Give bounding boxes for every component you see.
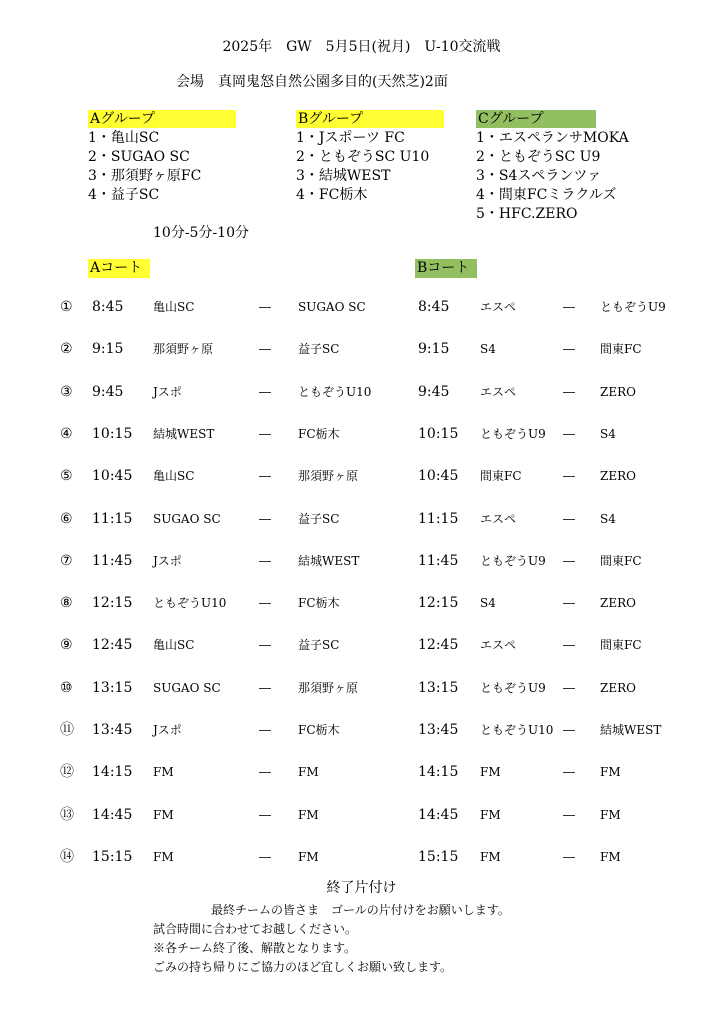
- group-c-team: 2・ともぞうSC U9: [476, 149, 601, 165]
- group-a-team: 1・亀山SC: [88, 130, 160, 146]
- match-row: [0, 422, 723, 446]
- court-a-away-team: 結城WEST: [298, 554, 360, 568]
- court-b-home-team: ともぞうU9: [480, 554, 546, 568]
- court-a-home-team: ともぞうU10: [153, 596, 227, 610]
- court-b-dash: ―: [563, 427, 575, 441]
- court-a-dash: ―: [259, 554, 271, 568]
- match-row: [0, 380, 723, 404]
- group-b-header: Bグループ: [296, 110, 444, 128]
- group-a-team: 4・益子SC: [88, 187, 160, 203]
- venue-text: 会場 真岡鬼怒自然公園多目的(天然芝)2面: [176, 74, 448, 90]
- court-b-dash: ―: [563, 808, 575, 822]
- match-number: ⑩: [60, 680, 73, 696]
- court-a-dash: ―: [259, 512, 271, 526]
- court-b-home-team: エスペ: [480, 385, 517, 399]
- match-number: ③: [60, 384, 73, 400]
- group-c-team: 1・エスペランサMOKA: [476, 130, 629, 146]
- court-b-time: 14:45: [418, 807, 459, 823]
- court-a-time: 12:45: [92, 637, 133, 653]
- court-b-time: 9:15: [418, 341, 450, 357]
- court-b-away-team: ZERO: [600, 469, 636, 483]
- court-b-away-team: 間東FC: [600, 554, 642, 568]
- court-b-home-team: S4: [480, 596, 496, 610]
- court-a-away-team: FC栃木: [298, 596, 340, 610]
- court-a-time: 14:15: [92, 764, 133, 780]
- footer-line: ごみの持ち帰りにご協力のほど宜しくお願い致します。: [153, 960, 453, 974]
- court-a-dash: ―: [259, 765, 271, 779]
- court-a-dash: ―: [259, 427, 271, 441]
- court-b-away-team: FM: [600, 808, 621, 822]
- court-a-dash: ―: [259, 723, 271, 737]
- court-a-time: 10:15: [92, 426, 133, 442]
- court-a-away-team: FM: [298, 765, 319, 779]
- court-a-away-team: FC栃木: [298, 723, 340, 737]
- match-format: 10分-5分-10分: [153, 225, 249, 241]
- match-row: [0, 295, 723, 319]
- court-b-time: 12:15: [418, 595, 459, 611]
- group-c: [476, 110, 629, 224]
- court-b-home-team: FM: [480, 850, 501, 864]
- match-row: [0, 760, 723, 784]
- footer-line: ※各チーム終了後、解散となります。: [153, 941, 357, 955]
- court-b-time: 15:15: [418, 849, 459, 865]
- court-a-away-team: 那須野ヶ原: [298, 681, 359, 695]
- match-number: ⑭: [60, 849, 74, 865]
- court-b-dash: ―: [563, 512, 575, 526]
- court-b-away-team: 結城WEST: [600, 723, 662, 737]
- match-number: ⑫: [60, 764, 74, 780]
- footer-line: 試合時間に合わせてお越しください。: [153, 922, 358, 936]
- court-a-dash: ―: [259, 850, 271, 864]
- court-a-home-team: 結城WEST: [153, 427, 215, 441]
- match-row: [0, 845, 723, 869]
- group-a-team: 3・那須野ヶ原FC: [88, 168, 202, 184]
- court-a-away-team: FM: [298, 850, 319, 864]
- court-b-time: 9:45: [418, 384, 450, 400]
- court-b-time: 10:15: [418, 426, 459, 442]
- court-a-time: 10:45: [92, 468, 133, 484]
- match-number: ⑥: [60, 511, 73, 527]
- court-b-away-team: 間東FC: [600, 342, 642, 356]
- court-b-dash: ―: [563, 554, 575, 568]
- court-a-dash: ―: [259, 638, 271, 652]
- court-a-dash: ―: [259, 300, 271, 314]
- court-a-away-team: SUGAO SC: [298, 300, 366, 314]
- match-row: [0, 718, 723, 742]
- court-b-dash: ―: [563, 596, 575, 610]
- court-a-dash: ―: [259, 808, 271, 822]
- group-b-team: 2・ともぞうSC U10: [296, 149, 430, 165]
- match-number: ①: [60, 299, 73, 315]
- court-b-home-team: ともぞうU9: [480, 427, 546, 441]
- court-b-away-team: S4: [600, 512, 616, 526]
- court-b-dash: ―: [563, 638, 575, 652]
- match-row: [0, 507, 723, 531]
- court-a-time: 15:15: [92, 849, 133, 865]
- court-a-away-team: 那須野ヶ原: [298, 469, 359, 483]
- court-b-home-team: FM: [480, 765, 501, 779]
- group-b-team: 3・結城WEST: [296, 168, 391, 184]
- court-a-away-team: ともぞうU10: [298, 385, 372, 399]
- court-a-dash: ―: [259, 596, 271, 610]
- court-b-home-team: エスペ: [480, 638, 517, 652]
- court-b-home-team: エスペ: [480, 512, 517, 526]
- match-number: ⑨: [60, 637, 73, 653]
- match-row: [0, 591, 723, 615]
- court-a-away-team: 益子SC: [298, 512, 340, 526]
- court-a-time: 9:15: [92, 341, 124, 357]
- court-a-home-team: Jスポ: [153, 723, 182, 737]
- court-b-home-team: エスペ: [480, 300, 517, 314]
- court-a-home-team: 亀山SC: [153, 638, 195, 652]
- match-number: ⑧: [60, 595, 73, 611]
- court-a-home-team: 亀山SC: [153, 300, 195, 314]
- court-b-away-team: FM: [600, 850, 621, 864]
- court-b-away-team: ZERO: [600, 681, 636, 695]
- court-a-dash: ―: [259, 469, 271, 483]
- court-a-time: 11:15: [92, 511, 133, 527]
- match-number: ⑤: [60, 468, 73, 484]
- court-a-home-team: Jスポ: [153, 385, 182, 399]
- court-a-time: 12:15: [92, 595, 133, 611]
- group-a-header: Aグループ: [88, 110, 236, 128]
- page-title: 2025年 GW 5月5日(祝月) U-10交流戦: [222, 39, 501, 55]
- group-c-header: Cグループ: [476, 110, 596, 128]
- group-b: [296, 110, 444, 205]
- court-a-time: 14:45: [92, 807, 133, 823]
- match-row: [0, 803, 723, 827]
- court-b-dash: ―: [563, 681, 575, 695]
- court-b-time: 13:15: [418, 680, 459, 696]
- footer-title: 終了片付け: [326, 880, 397, 896]
- court-a-dash: ―: [259, 681, 271, 695]
- match-number: ④: [60, 426, 73, 442]
- court-b-home-team: ともぞうU10: [480, 723, 554, 737]
- court-b-time: 10:45: [418, 468, 459, 484]
- court-a-away-team: 益子SC: [298, 638, 340, 652]
- match-row: [0, 549, 723, 573]
- match-number: ②: [60, 341, 73, 357]
- court-b-away-team: 間東FC: [600, 638, 642, 652]
- court-b-time: 11:15: [418, 511, 459, 527]
- court-b-away-team: FM: [600, 765, 621, 779]
- match-number: ⑬: [60, 807, 74, 823]
- court-b-dash: ―: [563, 765, 575, 779]
- court-a-home-team: FM: [153, 808, 174, 822]
- court-a-away-team: FM: [298, 808, 319, 822]
- court-b-away-team: S4: [600, 427, 616, 441]
- group-b-team: 1・Jスポーツ FC: [296, 130, 405, 146]
- court-b-dash: ―: [563, 469, 575, 483]
- match-number: ⑪: [60, 722, 74, 738]
- court-b-time: 12:45: [418, 637, 459, 653]
- court-b-time: 11:45: [418, 553, 459, 569]
- court-a-away-team: FC栃木: [298, 427, 340, 441]
- group-c-team: 5・HFC.ZERO: [476, 206, 578, 222]
- match-row: [0, 676, 723, 700]
- match-row: [0, 464, 723, 488]
- court-b-time: 13:45: [418, 722, 459, 738]
- court-b-dash: ―: [563, 342, 575, 356]
- court-b-home-team: FM: [480, 808, 501, 822]
- court-a-time: 8:45: [92, 299, 124, 315]
- court-b-away-team: ZERO: [600, 596, 636, 610]
- match-row: [0, 337, 723, 361]
- court-b-home-team: ともぞうU9: [480, 681, 546, 695]
- court-a-home-team: 亀山SC: [153, 469, 195, 483]
- court-b-time: 8:45: [418, 299, 450, 315]
- court-a-header: Aコート: [88, 259, 150, 278]
- court-a-home-team: FM: [153, 850, 174, 864]
- match-number: ⑦: [60, 553, 73, 569]
- court-b-time: 14:15: [418, 764, 459, 780]
- group-a: [88, 110, 236, 205]
- court-b-dash: ―: [563, 723, 575, 737]
- court-b-dash: ―: [563, 850, 575, 864]
- court-a-home-team: SUGAO SC: [153, 512, 221, 526]
- court-a-home-team: FM: [153, 765, 174, 779]
- court-a-home-team: Jスポ: [153, 554, 182, 568]
- group-c-team: 4・間東FCミラクルズ: [476, 187, 617, 203]
- group-c-team: 3・S4スペランツァ: [476, 168, 602, 184]
- court-a-time: 9:45: [92, 384, 124, 400]
- court-a-time: 11:45: [92, 553, 133, 569]
- court-a-home-team: 那須野ヶ原: [153, 342, 214, 356]
- court-b-away-team: ZERO: [600, 385, 636, 399]
- group-a-team: 2・SUGAO SC: [88, 149, 190, 165]
- court-b-dash: ―: [563, 385, 575, 399]
- court-b-away-team: ともぞうU9: [600, 300, 666, 314]
- court-a-home-team: SUGAO SC: [153, 681, 221, 695]
- group-b-team: 4・FC栃木: [296, 187, 368, 203]
- court-b-home-team: 間東FC: [480, 469, 522, 483]
- court-a-dash: ―: [259, 385, 271, 399]
- court-b-header: Bコート: [415, 259, 477, 278]
- court-a-away-team: 益子SC: [298, 342, 340, 356]
- court-b-home-team: S4: [480, 342, 496, 356]
- court-b-dash: ―: [563, 300, 575, 314]
- footer-line: 最終チームの皆さま ゴールの片付けをお願いします。: [211, 903, 510, 917]
- court-a-time: 13:45: [92, 722, 133, 738]
- match-row: [0, 633, 723, 657]
- court-a-dash: ―: [259, 342, 271, 356]
- court-a-time: 13:15: [92, 680, 133, 696]
